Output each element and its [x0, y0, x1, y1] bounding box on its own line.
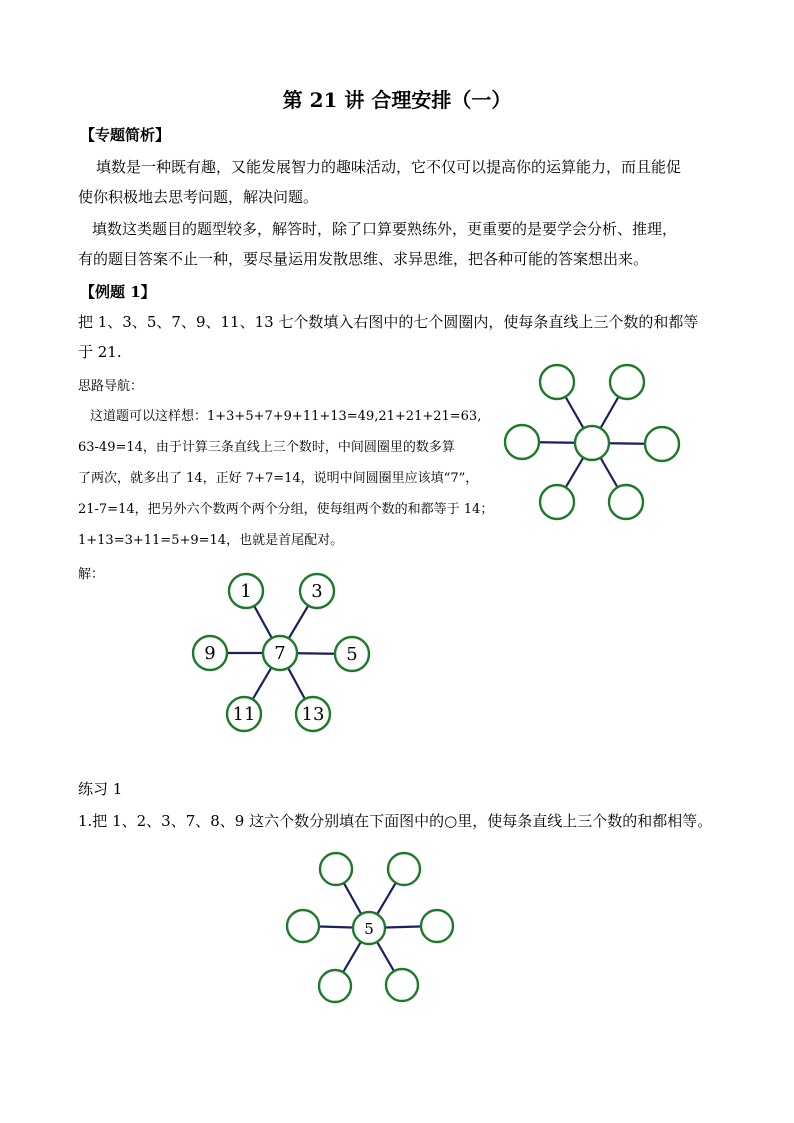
- page-title: 第 21 讲 合理安排（一）: [282, 88, 512, 112]
- solution-right-value: 5: [346, 644, 358, 665]
- solution-top-right-value: 3: [311, 581, 323, 602]
- analysis-line-4: 有的题目答案不止一种，要尽量运用发散思维、求异思维，把各种可能的答案想出来。: [78, 250, 649, 268]
- exercise-bottom-left-circle: [319, 970, 351, 1002]
- hint-line-5: 1+13=3+11=5+9=14，也就是首尾配对。: [78, 533, 344, 548]
- exercise-right-circle: [421, 910, 453, 942]
- solution-label: 解：: [78, 567, 105, 582]
- exercise1-problem: 1.把 1、2、3、7、8、9 这六个数分别填在下面图中的○里，使每条直线上三个数的和都相等。: [78, 812, 713, 830]
- solution-top-left-value: 1: [240, 581, 252, 602]
- hint-line-2: 63-49=14，由于计算三条直线上三个数时，中间圆圈里的数多算: [78, 440, 455, 455]
- exercise-bottom-right-circle: [386, 969, 418, 1001]
- analysis-line-3: 填数这类题目的题型较多，解答时，除了口算要熟练外，更重要的是要学会分析、推理，: [92, 220, 678, 238]
- blank-left-circle: [505, 425, 539, 459]
- hint-line-3: 了两次，就多出了 14，正好 7+7=14，说明中间圆圈里应该填“7”，: [78, 471, 479, 486]
- blank-bottom-left-circle: [540, 485, 574, 519]
- solution-bottom-right-value: 13: [301, 704, 325, 725]
- hint-label: 思路导航：: [78, 379, 144, 394]
- exercise-top-left-circle: [320, 853, 352, 885]
- analysis-heading: 【专题简析】: [80, 126, 171, 144]
- solution-center-value: 7: [274, 643, 286, 664]
- example1-solution-diagram: [190, 572, 390, 732]
- blank-top-left-circle: [540, 365, 574, 399]
- example1-problem-line-2: 于 21.: [78, 343, 122, 361]
- hint-line-4: 21-7=14，把另外六个数两个两个分组，使每组两个数的和都等于 14；: [78, 502, 494, 517]
- blank-bottom-right-circle: [609, 485, 643, 519]
- solution-left-value: 9: [204, 643, 216, 664]
- exercise-top-right-circle: [388, 853, 420, 885]
- exercise1-heading: 练习 1: [78, 780, 123, 798]
- solution-bottom-left-value: 11: [232, 704, 256, 725]
- exercise1-diagram: [285, 852, 485, 1012]
- blank-top-right-circle: [610, 365, 644, 399]
- example1-blank-diagram: [500, 363, 700, 523]
- exercise-center-value: 5: [364, 920, 374, 938]
- example1-problem-line-1: 把 1、3、5、7、9、11、13 七个数填入右图中的七个圆圈内，使每条直线上三个数的和都等: [78, 313, 699, 331]
- blank-right-circle: [645, 427, 679, 461]
- hint-line-1: 这道题可以这样想：1+3+5+7+9+11+13=49,21+21+21=63,: [90, 409, 482, 424]
- analysis-line-1: 填数是一种既有趣，又能发展智力的趣味活动，它不仅可以提高你的运算能力，而且能促: [96, 158, 682, 176]
- exercise-left-circle: [287, 910, 319, 942]
- blank-center-circle: [575, 426, 609, 460]
- example1-heading: 【例题 1】: [80, 283, 156, 301]
- analysis-line-2: 使你积极地去思考问题，解决问题。: [78, 188, 319, 206]
